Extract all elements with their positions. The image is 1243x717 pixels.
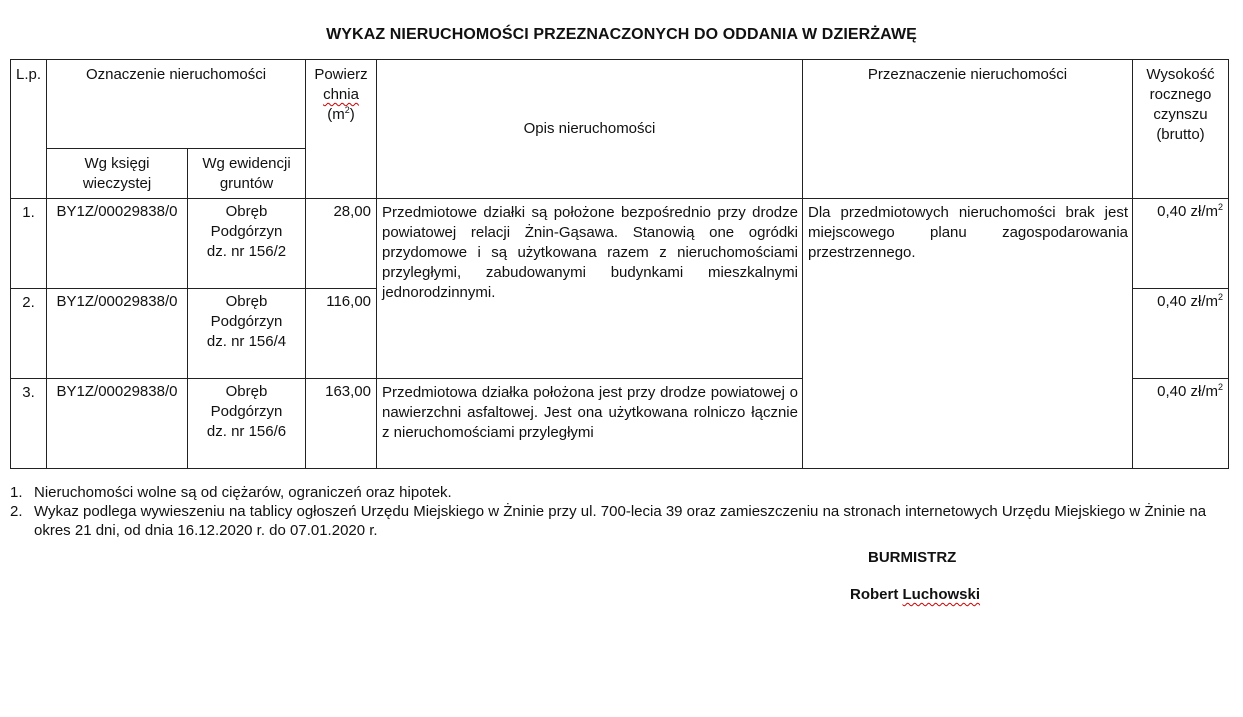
header-opis: Opis nieruchomości — [377, 60, 803, 199]
row-lp: 2. — [11, 289, 47, 379]
header-ewidencja: Wg ewidencji gruntów — [188, 149, 306, 199]
header-powierzchnia-sup: 2 — [344, 105, 350, 115]
note-number: 1. — [10, 484, 23, 501]
header-czynsz: Wysokość rocznego czynszu (brutto) — [1133, 60, 1229, 199]
list-item — [10, 483, 1230, 502]
row-opis-3: Przedmiotowa działka położona jest przy drodze powiatowej o nawierzchni asfaltowej. Jest ona użytkowana rolniczo łącznie z nieruchomościami przyległymi — [377, 379, 803, 469]
row-czynsz-value: 0,40 zł/m — [1157, 203, 1218, 220]
row-powierzchnia: 28,00 — [306, 199, 377, 289]
row-ksiega: BY1Z/00029838/0 — [47, 199, 188, 289]
row-czynsz-value: 0,40 zł/m — [1157, 383, 1218, 400]
row-powierzchnia: 116,00 — [306, 289, 377, 379]
note-text: Wykaz podlega wywieszeniu na tablicy ogłoszeń Urzędu Miejskiego w Żninie przy ul. 700-lecia 39 oraz zamieszczeniu na stronach internetowych Urzędu Miejskiego w Żninie na okres 21 dni, od dnia 16.12.2020 r. do 07.01.2020 r. — [34, 503, 1207, 539]
note-text: Nieruchomości wolne są od ciężarów, ograniczeń oraz hipotek. — [34, 484, 452, 501]
row-ewidencja — [188, 379, 306, 469]
table-row — [11, 199, 1229, 289]
header-powierzchnia — [306, 60, 377, 199]
row-ewidencja — [188, 289, 306, 379]
header-ksiega: Wg księgi wieczystej — [47, 149, 188, 199]
row-czynsz-sup: 2 — [1217, 202, 1223, 212]
row-dzialka: dz. nr 156/2 — [206, 243, 287, 260]
document-title: WYKAZ NIERUCHOMOŚCI PRZEZNACZONYCH DO ODDANIA W DZIERŻAWĘ — [326, 26, 917, 43]
signature-role: BURMISTRZ — [868, 549, 957, 566]
row-lp: 3. — [11, 379, 47, 469]
notes-list — [10, 483, 1230, 540]
row-czynsz-sup: 2 — [1217, 292, 1223, 302]
row-obreb: Obręb — [225, 203, 268, 220]
row-czynsz — [1133, 199, 1229, 289]
row-dzialka: dz. nr 156/4 — [206, 333, 287, 350]
row-dzialka: dz. nr 156/6 — [206, 423, 287, 440]
row-opis-1-2: Przedmiotowe działki są położone bezpośrednio przy drodze powiatowej relacji Żnin-Gąsawa. Stanowią one ogródki przydomowe i są użytkowana razem z nieruchomościami przyległymi, zabudowanymi budynkami mieszkalnymi jednorodzinnymi. — [377, 199, 803, 379]
header-powierzchnia-part2: chnia — [323, 86, 359, 103]
header-powierzchnia-part1: Powierz — [314, 66, 368, 83]
row-miejsce: Podgórzyn — [210, 223, 283, 240]
signature-first-name: Robert — [850, 586, 899, 603]
row-miejsce: Podgórzyn — [210, 403, 283, 420]
property-table — [10, 59, 1229, 469]
row-ksiega: BY1Z/00029838/0 — [47, 289, 188, 379]
row-obreb: Obręb — [225, 293, 268, 310]
row-ksiega: BY1Z/00029838/0 — [47, 379, 188, 469]
header-powierzchnia-close: ) — [349, 106, 355, 123]
row-czynsz — [1133, 289, 1229, 379]
row-miejsce: Podgórzyn — [210, 313, 283, 330]
row-czynsz-sup: 2 — [1217, 382, 1223, 392]
row-obreb: Obręb — [225, 383, 268, 400]
signature-last-name: Luchowski — [902, 586, 981, 603]
row-lp: 1. — [11, 199, 47, 289]
row-przeznaczenie: Dla przedmiotowych nieruchomości brak jest miejscowego planu zagospodarowania przestrzennego. — [803, 199, 1133, 469]
list-item — [10, 502, 1230, 540]
row-ewidencja — [188, 199, 306, 289]
header-przeznaczenie: Przeznaczenie nieruchomości — [803, 60, 1133, 199]
header-powierzchnia-unit: (m — [327, 106, 345, 123]
header-lp: L.p. — [11, 60, 47, 199]
row-czynsz-value: 0,40 zł/m — [1157, 293, 1218, 310]
signature-name — [850, 586, 980, 603]
row-powierzchnia: 163,00 — [306, 379, 377, 469]
note-number: 2. — [10, 503, 23, 520]
row-czynsz — [1133, 379, 1229, 469]
header-oznaczenie: Oznaczenie nieruchomości — [47, 60, 306, 149]
